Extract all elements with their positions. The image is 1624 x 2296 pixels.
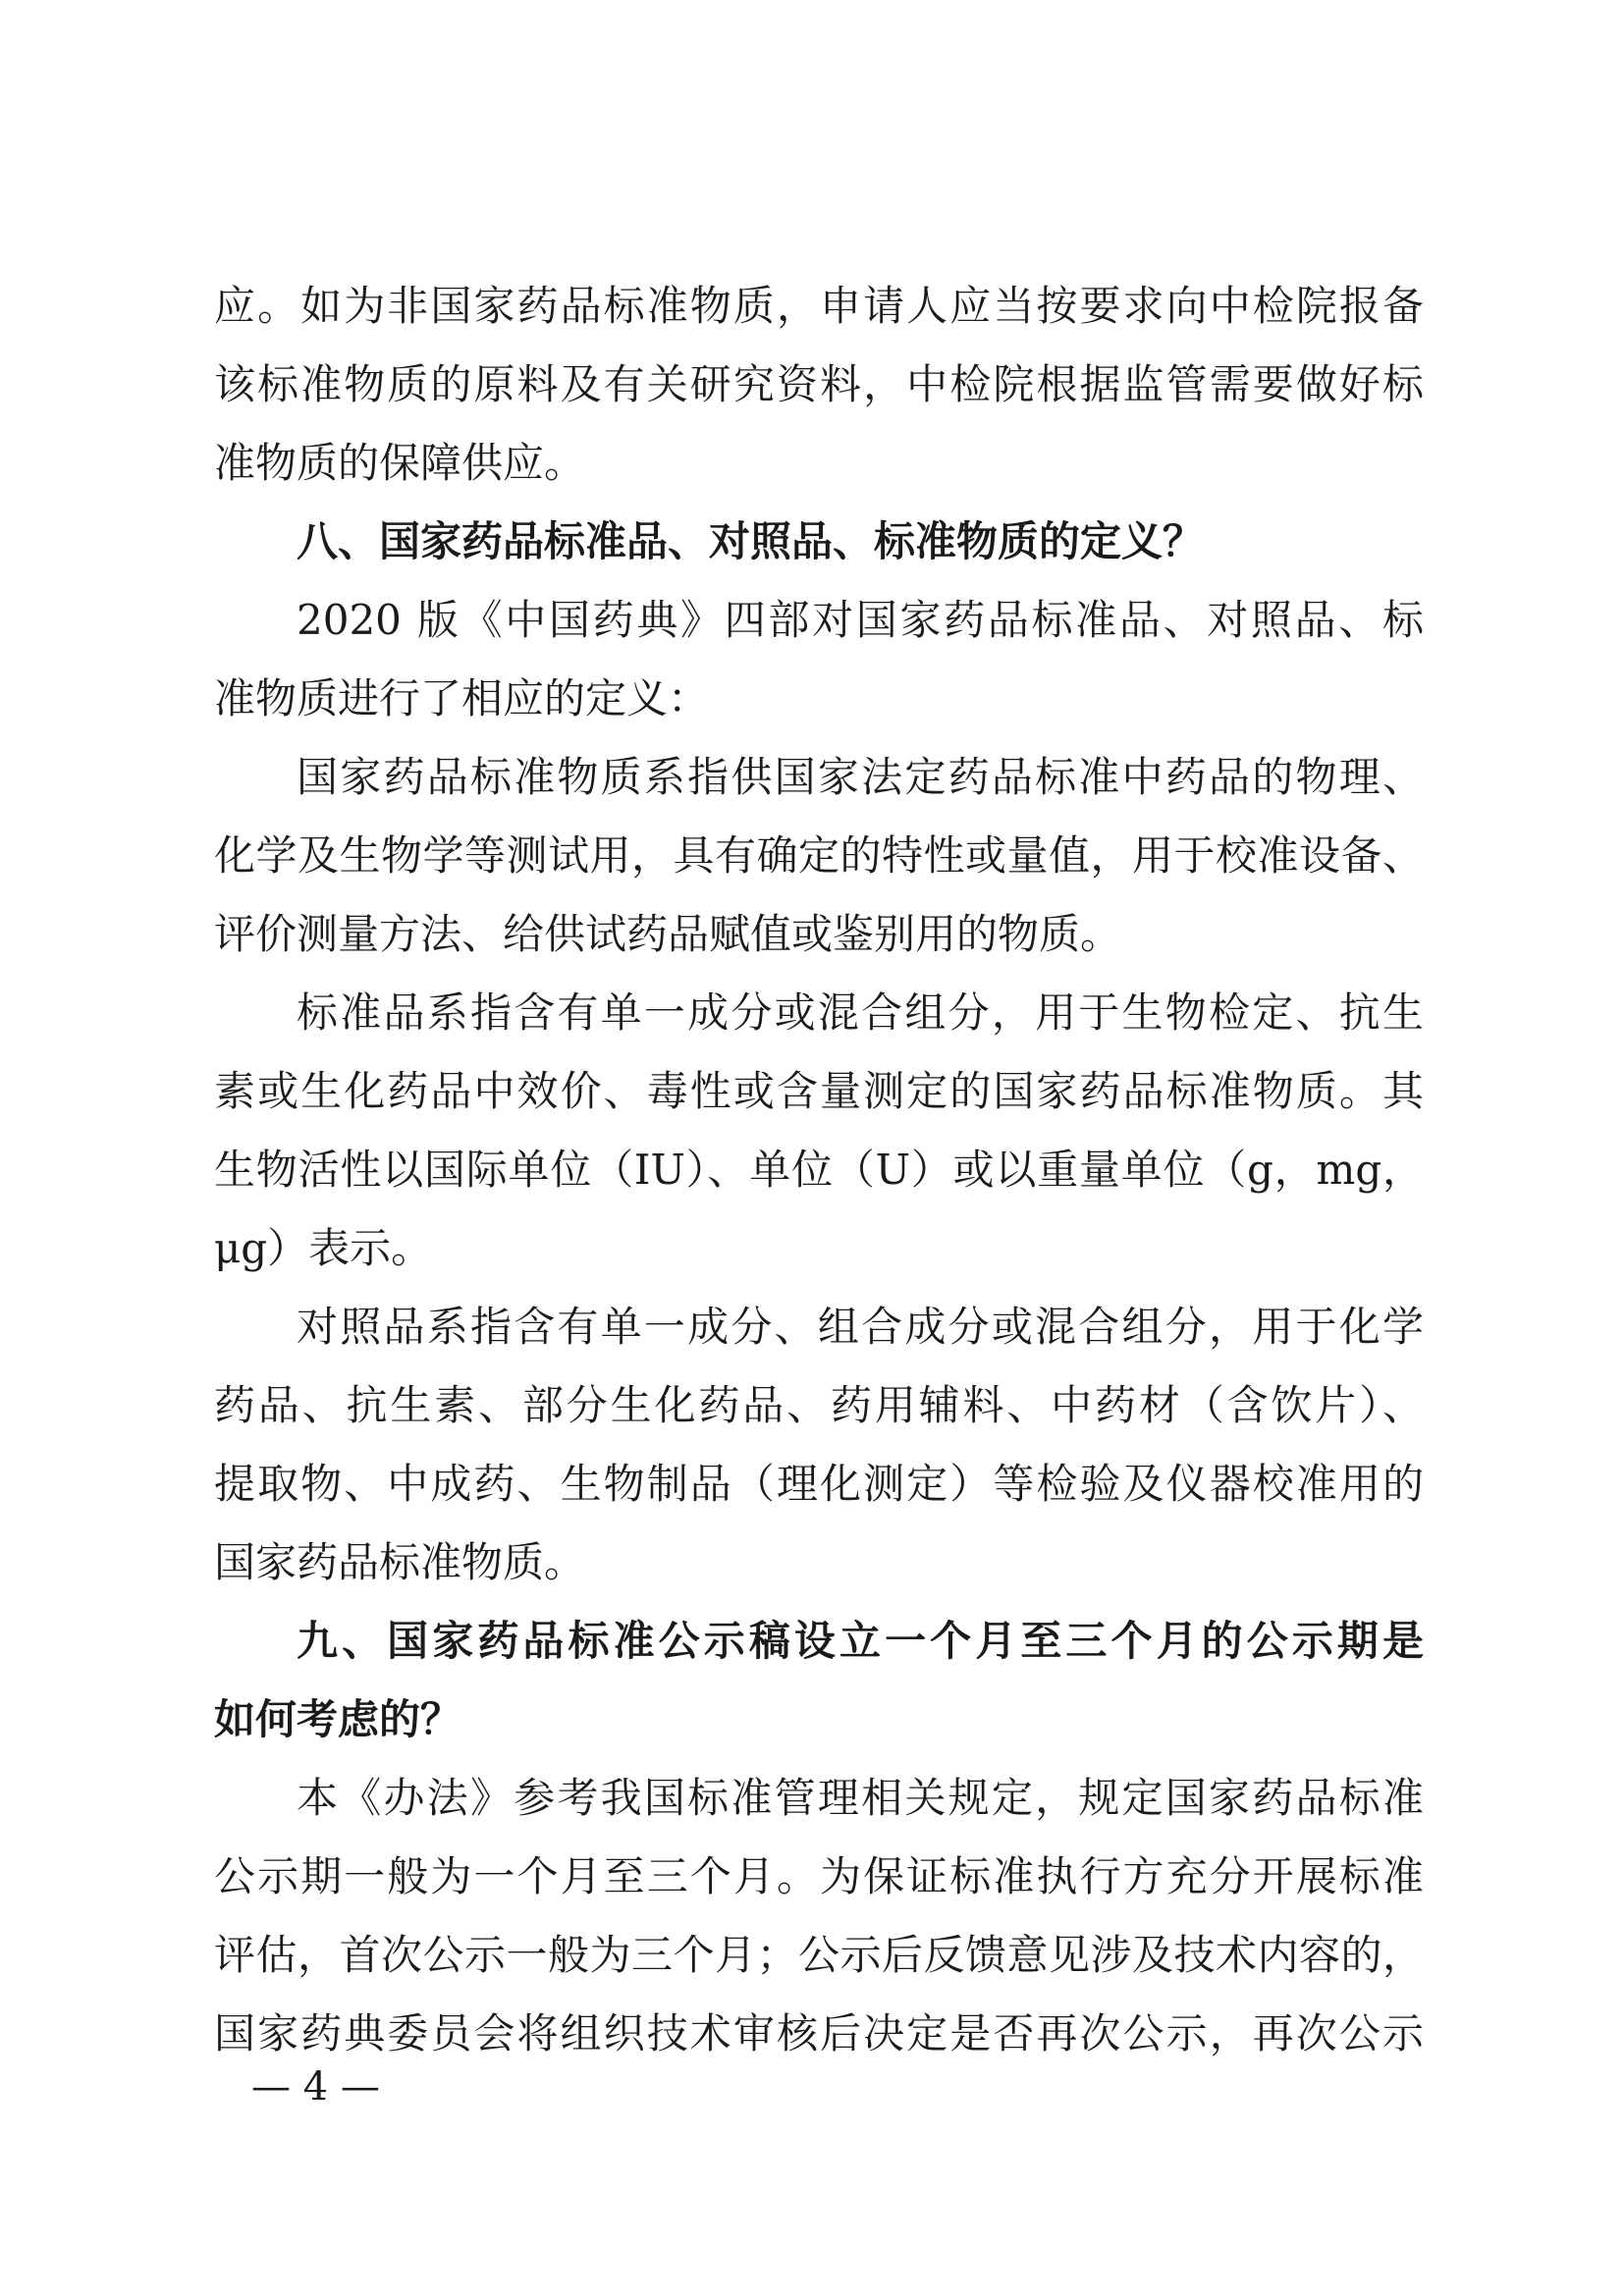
page-number: — 4 —	[251, 2064, 380, 2109]
text-line: 国家药品标准物质。	[214, 1538, 586, 1586]
text-line: 对照品系指含有单一成分、组合成分或混合组分，用于化学	[297, 1303, 1424, 1351]
text-line: 标准品系指含有单一成分或混合组分，用于生物检定、抗生	[297, 988, 1424, 1037]
text-line: 药品、抗生素、部分生化药品、药用辅料、中药材（含饮片）、	[214, 1381, 1424, 1429]
text-line: 国家药品标准物质系指供国家法定药品标准中药品的物理、	[297, 753, 1424, 801]
section-heading-9: 九、国家药品标准公示稿设立一个月至三个月的公示期是	[297, 1617, 1424, 1665]
text-line: 准物质进行了相应的定义：	[214, 674, 710, 722]
document-body	[214, 267, 1424, 2073]
text-line: 2020 版《中国药典》四部对国家药品标准品、对照品、标	[297, 596, 1424, 644]
section-heading-8: 八、国家药品标准品、对照品、标准物质的定义？	[297, 517, 1205, 565]
text-line: 生物活性以国际单位（IU）、单位（U）或以重量单位（g，mg，	[214, 1146, 1424, 1194]
text-line: 该标准物质的原料及有关研究资料，中检院根据监管需要做好标	[214, 360, 1424, 408]
text-line: μg）表示。	[214, 1224, 433, 1272]
text-line: 提取物、中成药、生物制品（理化测定）等检验及仪器校准用的	[214, 1460, 1424, 1508]
text-line: 素或生化药品中效价、毒性或含量测定的国家药品标准物质。其	[214, 1067, 1424, 1115]
text-line: 国家药典委员会将组织技术审核后决定是否再次公示，再次公示	[214, 2009, 1424, 2057]
text-line: 准物质的保障供应。	[214, 439, 586, 487]
text-line: 化学及生物学等测试用，具有确定的特性或量值，用于校准设备、	[214, 831, 1424, 880]
text-line: 评价测量方法、给供试药品赋值或鉴别用的物质。	[214, 910, 1122, 958]
text-line: 公示期一般为一个月至三个月。为保证标准执行方充分开展标准	[214, 1852, 1424, 1900]
text-line: 评估，首次公示一般为三个月；公示后反馈意见涉及技术内容的，	[214, 1931, 1424, 1979]
text-line: 应。如为非国家药品标准物质，申请人应当按要求向中检院报备	[214, 282, 1424, 330]
text-line: 本《办法》参考我国标准管理相关规定，规定国家药品标准	[297, 1774, 1424, 1822]
section-heading-9-continued: 如何考虑的？	[214, 1695, 462, 1743]
